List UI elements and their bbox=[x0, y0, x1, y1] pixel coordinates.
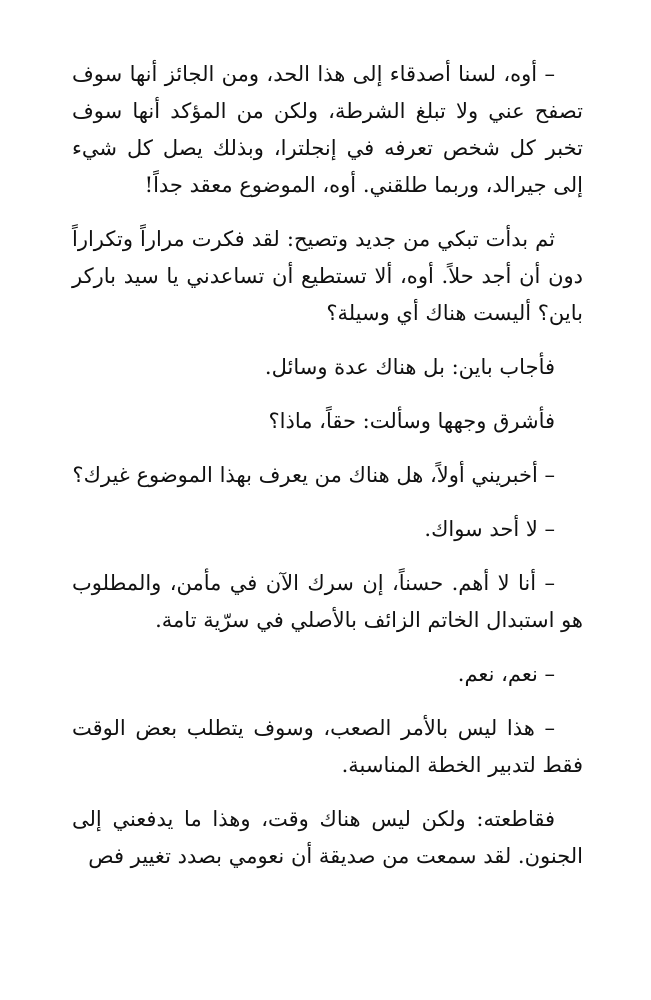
paragraph-4: فأشرق وجهها وسألت: حقاً، ماذا؟ bbox=[268, 409, 555, 433]
paragraph-3: فأجاب باين: بل هناك عدة وسائل. bbox=[264, 355, 555, 379]
paragraph-5: – أخبريني أولاً، هل هناك من يعرف بهذا الموضوع غيرك؟ bbox=[72, 463, 555, 487]
paragraph-7: – أنا لا أهم. حسناً، إن سرك الآن في مأمن، والمطلوب هو استبدال الخاتم الزائف بالأصلي في سرّية تامة. bbox=[72, 571, 583, 632]
paragraph-9: – هذا ليس بالأمر الصعب، وسوف يتطلب بعض الوقت فقط لتدبير الخطة المناسبة. bbox=[72, 716, 583, 777]
paragraph-6: – لا أحد سواك. bbox=[424, 517, 555, 541]
paragraph-1: – أوه، لسنا أصدقاء إلى هذا الحد، ومن الجائز أنها سوف تصفح عني ولا تبلغ الشرطة، ولكن من المؤكد أنها سوف تخبر كل شخص تعرفه في إنجلترا، وبذلك يصل كل شيء إلى جيرالد، وربما طلقني. أوه، الموضوع معقد جداً! bbox=[72, 62, 583, 197]
paragraph-10: فقاطعته: ولكن ليس هناك وقت، وهذا ما يدفعني إلى الجنون. لقد سمعت من صديقة أن نعومي بصدد تغيير فص bbox=[72, 807, 583, 868]
paragraph-8: – نعم، نعم. bbox=[457, 662, 555, 686]
paragraph-2: ثم بدأت تبكي من جديد وتصيح: لقد فكرت مراراً وتكراراً دون أن أجد حلاً. أوه، ألا تستطيع أن تساعدني يا سيد باركر باين؟ أليست هناك أي وسيلة؟ bbox=[72, 227, 583, 325]
